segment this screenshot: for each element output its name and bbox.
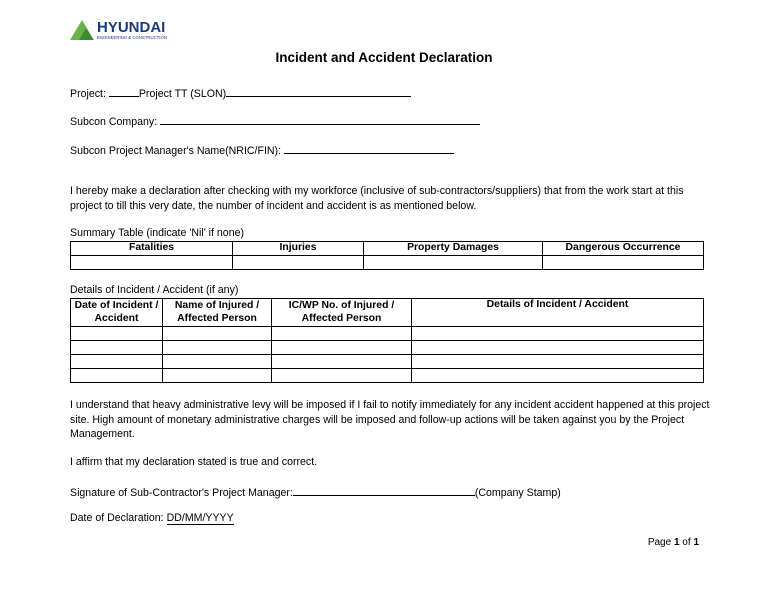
details-cell[interactable] — [272, 369, 412, 383]
declaration-paragraph: I hereby make a declaration after checking with my workforce (inclusive of sub-contractors/suppliers) that from the work start at this project to till this very date, the number of incident and accident is as mentioned below. — [70, 185, 684, 212]
document-title: Incident and Accident Declaration — [275, 50, 493, 65]
page-current: 1 — [673, 537, 680, 548]
details-cell[interactable] — [412, 369, 704, 383]
details-cell[interactable] — [71, 369, 163, 383]
table-row — [71, 355, 704, 369]
project-label: Project: — [70, 88, 109, 100]
subcon-pm-field[interactable] — [284, 142, 454, 154]
summary-value-row — [71, 256, 704, 270]
details-cell[interactable] — [412, 327, 704, 341]
subcon-pm-label: Subcon Project Manager's Name(NRIC/FIN): — [70, 145, 284, 157]
details-cell[interactable] — [71, 355, 163, 369]
details-caption: Details of Incident / Accident (if any) — [70, 284, 239, 296]
details-cell[interactable] — [163, 355, 272, 369]
summary-caption: Summary Table (indicate 'Nil' if none) — [70, 227, 245, 239]
details-cell[interactable] — [71, 341, 163, 355]
subcon-company-label: Subcon Company: — [70, 116, 161, 128]
project-prefix-blank[interactable] — [109, 85, 139, 97]
subcon-pm-line — [70, 142, 454, 157]
details-header-name: Name of Injured / Affected Person — [163, 299, 272, 327]
date-field[interactable]: DD/MM/YYYY — [166, 512, 234, 524]
summary-table — [70, 241, 704, 270]
summary-header-property-damages: Property Damages — [364, 242, 543, 256]
details-cell[interactable] — [163, 341, 272, 355]
details-cell[interactable] — [272, 355, 412, 369]
details-table — [70, 298, 704, 383]
date-label: Date of Declaration: — [70, 512, 167, 524]
project-value[interactable]: Project TT (SLON) — [138, 88, 227, 100]
table-row — [71, 369, 704, 383]
affirm-statement: I affirm that my declaration stated is true and correct. — [70, 456, 318, 468]
summary-cell-fatalities[interactable] — [71, 256, 233, 270]
table-row — [71, 327, 704, 341]
page-total: 1 — [693, 537, 699, 548]
table-row — [71, 341, 704, 355]
details-header-details: Details of Incident / Accident — [412, 299, 704, 327]
details-header-icwp: IC/WP No. of Injured / Affected Person — [272, 299, 412, 327]
details-cell[interactable] — [412, 341, 704, 355]
details-cell[interactable] — [163, 327, 272, 341]
svg-text:HYUNDAI: HYUNDAI — [97, 19, 166, 36]
signature-field[interactable] — [293, 484, 475, 496]
signature-label: Signature of Sub-Contractor's Project Manager: — [70, 487, 293, 499]
project-blank[interactable] — [226, 85, 411, 97]
summary-header-fatalities: Fatalities — [71, 242, 233, 256]
details-cell[interactable] — [272, 327, 412, 341]
signature-line — [70, 484, 561, 499]
details-header-row — [71, 299, 704, 327]
project-line — [70, 85, 411, 100]
summary-header-dangerous-occurrence: Dangerous Occurrence — [543, 242, 704, 256]
summary-cell-injuries[interactable] — [233, 256, 364, 270]
details-header-date: Date of Incident / Accident — [71, 299, 163, 327]
details-cell[interactable] — [163, 369, 272, 383]
subcon-company-field[interactable] — [160, 113, 480, 125]
page-number: Page 1 of 1 — [647, 537, 699, 548]
summary-header-row — [71, 242, 704, 256]
date-line — [70, 512, 234, 524]
details-cell[interactable] — [272, 341, 412, 355]
summary-header-injuries: Injuries — [233, 242, 364, 256]
svg-text:ENGINEERING & CONSTRUCTION: ENGINEERING & CONSTRUCTION — [97, 35, 167, 40]
subcon-company-line — [70, 113, 480, 128]
details-cell[interactable] — [412, 355, 704, 369]
levy-paragraph: I understand that heavy administrative levy will be imposed if I fail to notify immediately for any incident accident happened at this project site. High amount of monetary administrative charges will be imposed and follow-up actions will be taken against you by the Project Management. — [70, 399, 710, 440]
summary-cell-dangerous-occurrence[interactable] — [543, 256, 704, 270]
hyundai-logo — [70, 18, 190, 44]
summary-cell-property-damages[interactable] — [364, 256, 543, 270]
company-stamp-label: (Company Stamp) — [474, 487, 561, 499]
details-cell[interactable] — [71, 327, 163, 341]
